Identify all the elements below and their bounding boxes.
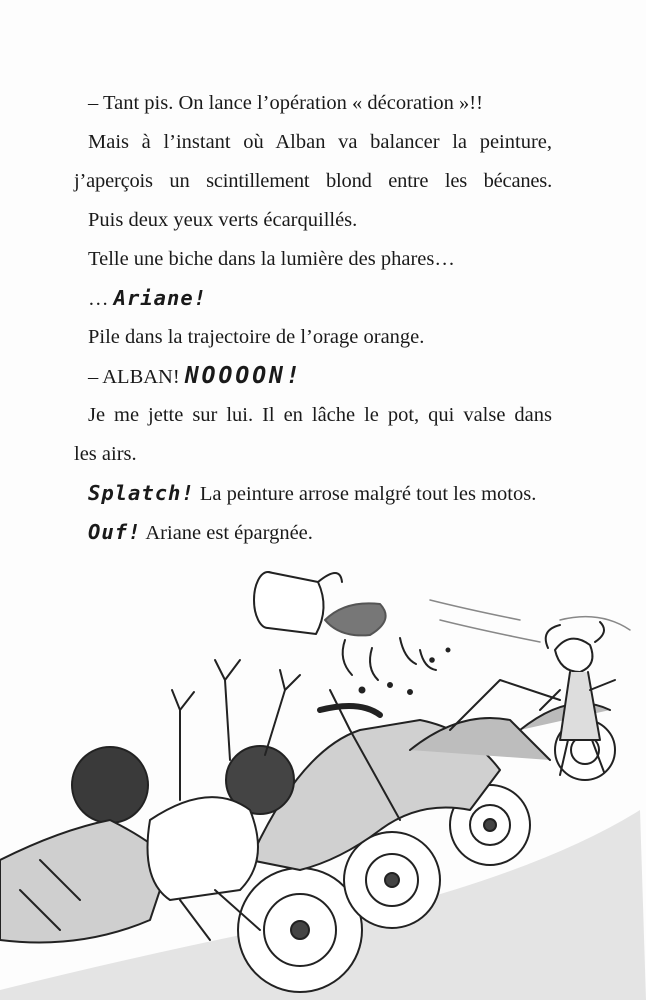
narration-text: Ariane est épargnée. — [145, 522, 313, 544]
paragraph-line: Mais à l’instant où Alban va balancer la peinture, — [88, 131, 552, 153]
dialogue-text: – ALBAN! — [88, 366, 180, 388]
paragraph-line: Telle une biche dans la lumière des phares… — [88, 248, 455, 270]
onomatopoeia-ariane: Ariane! — [113, 286, 208, 310]
paragraph-line — [74, 474, 552, 513]
motorcycle-crash-illustration — [0, 560, 646, 1000]
paragraph-line: j’aperçois un scintillement blond entre les bécanes. — [74, 170, 552, 192]
narration-text: La peinture arrose malgré tout les motos. — [199, 483, 537, 505]
ellipsis-text: … — [88, 288, 109, 310]
paragraph-line: Je me jette sur lui. Il en lâche le pot, qui valse dans — [88, 404, 552, 426]
onomatopoeia-ouf: Ouf! — [88, 520, 142, 544]
paragraph-line — [74, 279, 552, 318]
paragraph-line: – Tant pis. On lance l’opération « décoration »!! — [88, 92, 483, 114]
paragraph-line: Pile dans la trajectoire de l’orage orange. — [88, 326, 425, 348]
onomatopoeia-splatch: Splatch! — [88, 481, 195, 505]
onomatopoeia-nooon: NOOOON! — [184, 363, 303, 389]
paragraph-line: les airs. — [74, 443, 137, 465]
motion-lines — [430, 600, 630, 642]
paragraph-line — [74, 513, 552, 552]
paint-splash-drawing — [325, 603, 450, 694]
story-text — [74, 84, 552, 552]
paragraph-line: Puis deux yeux verts écarquillés. — [88, 209, 358, 231]
paragraph-line — [74, 357, 552, 396]
